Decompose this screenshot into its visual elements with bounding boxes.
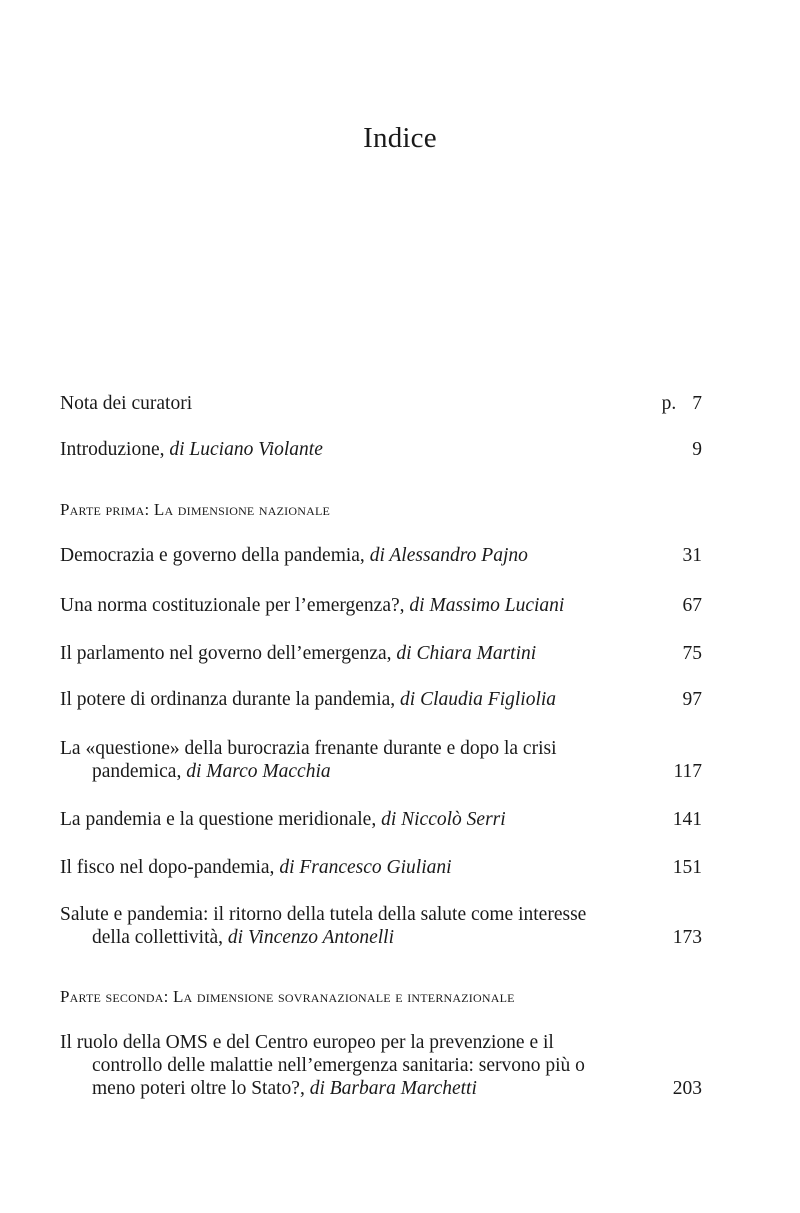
entry-title: Il ruolo della OMS e del Centro europeo per la prevenzione e il [60,1032,554,1053]
page-number: 9 [692,439,702,460]
part-title: La dimensione sovranazionale e internazionale [172,987,515,1006]
entry-title-continued: controllo delle malattie nell’emergenza sanitaria: servono più o [92,1055,585,1076]
entry-author: di Chiara Martini [396,643,537,664]
entry-title: Il potere di ordinanza durante la pandemia, [60,689,401,710]
entry-author: di Vincenzo Antonelli [227,927,395,948]
entry-title-continued: meno poteri oltre lo Stato?, [92,1078,310,1099]
toc-entry[interactable] [60,594,702,617]
entry-title: Introduzione, [60,439,170,460]
page-number: 151 [672,857,702,878]
page-number: 67 [682,595,702,616]
section-heading-part-1 [60,500,330,520]
toc-entry[interactable] [60,808,702,831]
page-prefix: p. [661,393,677,414]
page-number: 75 [682,643,702,664]
entry-title: Una norma costituzionale per l’emergenza?, [60,595,410,616]
entry-author: di Marco Macchia [186,761,331,782]
part-label: Parte prima [60,500,145,519]
entry-author: di Massimo Luciani [409,595,565,616]
toc-entry[interactable] [60,1031,702,1100]
entry-author: di Luciano Violante [169,439,323,460]
entry-title: Democrazia e governo della pandemia, [60,545,370,566]
page-number: 97 [682,689,702,710]
toc-entry[interactable] [60,544,702,567]
toc-entry[interactable] [60,737,702,783]
entry-title: Il fisco nel dopo-pandemia, [60,857,280,878]
entry-title: Salute e pandemia: il ritorno della tutela della salute come interesse [60,904,587,925]
entry-title-continued: della collettività, [92,927,228,948]
page-number: 173 [672,927,702,948]
entry-title: Il parlamento nel governo dell’emergenza, [60,643,397,664]
entry-title: La «questione» della burocrazia frenante durante e dopo la crisi [60,738,557,759]
entry-title-continued: pandemica, [92,761,187,782]
part-separator: : [144,500,154,519]
section-heading-part-2 [60,987,515,1007]
toc-entry[interactable] [60,642,702,665]
toc-entry[interactable] [60,903,702,949]
entry-author: di Francesco Giuliani [279,857,452,878]
part-label: Parte seconda [60,987,164,1006]
entry-title: La pandemia e la questione meridionale, [60,809,382,830]
part-title: La dimensione nazionale [153,500,331,519]
entry-author: di Niccolò Serri [381,809,506,830]
page-number: 117 [673,761,702,782]
toc-entry-introduzione[interactable] [60,438,702,461]
toc-entry[interactable] [60,688,702,711]
part-separator: : [163,987,173,1006]
toc-entry-nota[interactable] [60,392,702,415]
page-number: 141 [672,809,702,830]
page-number: 31 [682,545,702,566]
page-number: 7 [692,393,702,414]
page-title: Indice [363,122,437,154]
entry-author: di Claudia Figliolia [400,689,557,710]
entry-author: di Alessandro Pajno [369,545,528,566]
page-number: 203 [672,1078,702,1099]
toc-entry[interactable] [60,856,702,879]
entry-title: Nota dei curatori [60,393,193,414]
entry-author: di Barbara Marchetti [309,1078,477,1099]
